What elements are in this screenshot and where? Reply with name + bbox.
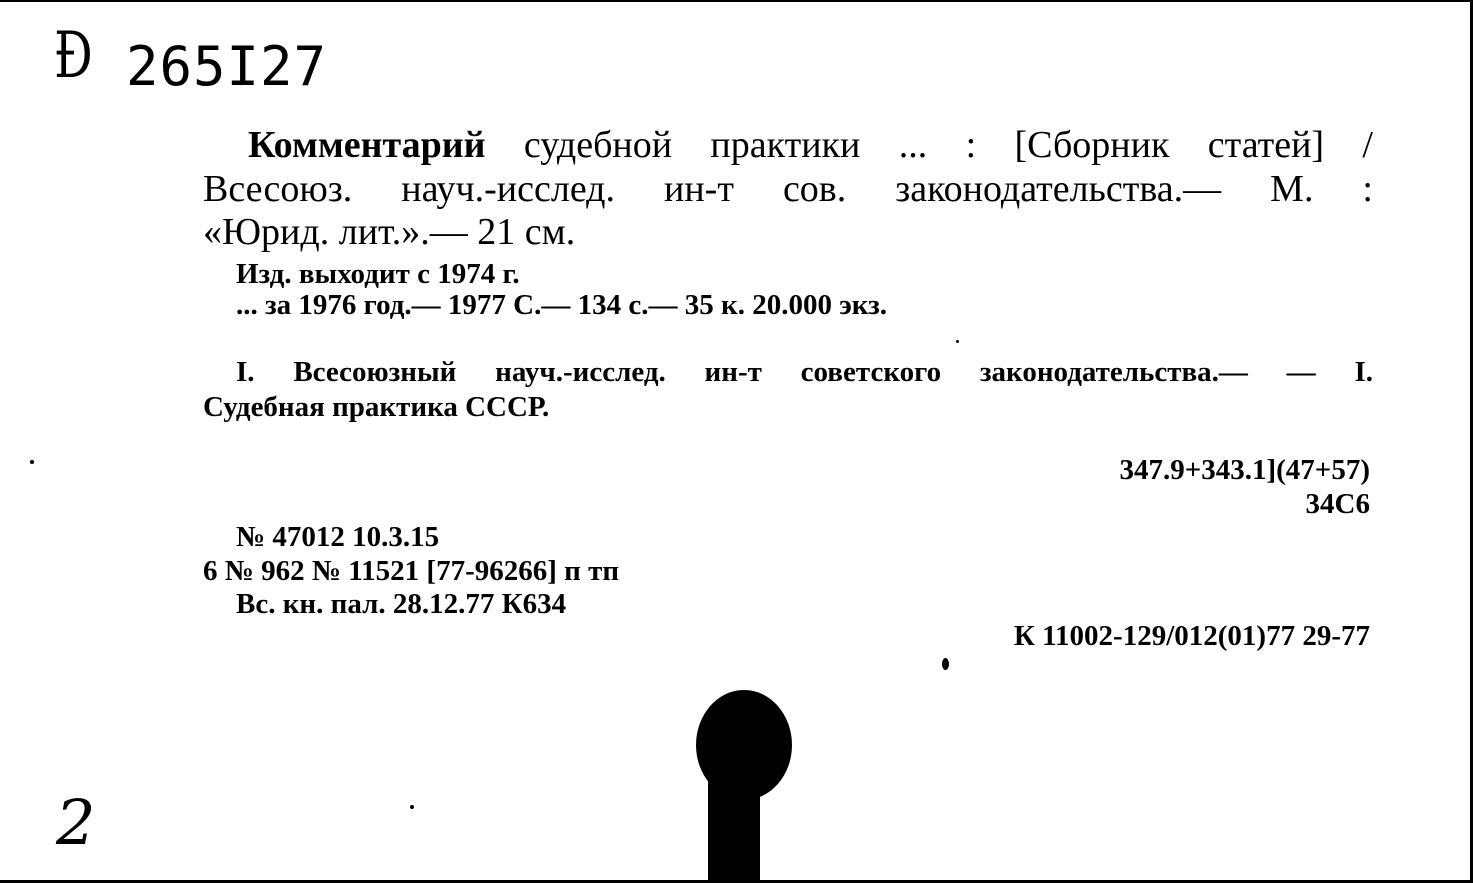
title-line-2: Всесоюз. науч.-исслед. ин-т сов. законодательства.— М. : bbox=[203, 168, 1373, 210]
title-bold-word: Комментарий bbox=[248, 124, 486, 166]
ink-speck bbox=[30, 460, 34, 464]
punch-hole-stem bbox=[708, 762, 760, 883]
handwritten-mark: 2 bbox=[56, 786, 96, 859]
entries-line-1: I. Всесоюзный науч.-исслед. ин-т советского законодательства.— — I. bbox=[236, 356, 1373, 388]
registration-line-2: 6 № 962 № 11521 [77-96266] п тп bbox=[203, 555, 620, 587]
note-line-2: ... за 1976 год.— 1977 С.— 134 с.— 35 к. 20.000 экз. bbox=[236, 289, 887, 321]
ink-speck bbox=[956, 340, 959, 343]
ink-speck bbox=[410, 805, 414, 809]
udc-code: 347.9+343.1](47+57) bbox=[1119, 454, 1370, 486]
registration-line-1: № 47012 10.3.15 bbox=[236, 521, 440, 553]
author-mark: 34С6 bbox=[1305, 488, 1370, 520]
title-line-1-rest: судебной практики ... : [Сборник статей] / bbox=[485, 124, 1373, 166]
note-line-1: Изд. выходит с 1974 г. bbox=[236, 258, 520, 290]
title-line-3: «Юрид. лит.».— 21 см. bbox=[203, 211, 576, 253]
catalog-number: 265I27 bbox=[126, 35, 328, 98]
publisher-code: К 11002-129/012(01)77 29-77 bbox=[1013, 620, 1370, 652]
registration-line-3: Вс. кн. пал. 28.12.77 К634 bbox=[236, 588, 567, 620]
entries-line-2: Судебная практика СССР. bbox=[203, 391, 550, 423]
catalog-letter: Ɖ bbox=[54, 19, 93, 93]
ink-speck bbox=[942, 658, 949, 670]
title-line-1 bbox=[248, 126, 1373, 164]
